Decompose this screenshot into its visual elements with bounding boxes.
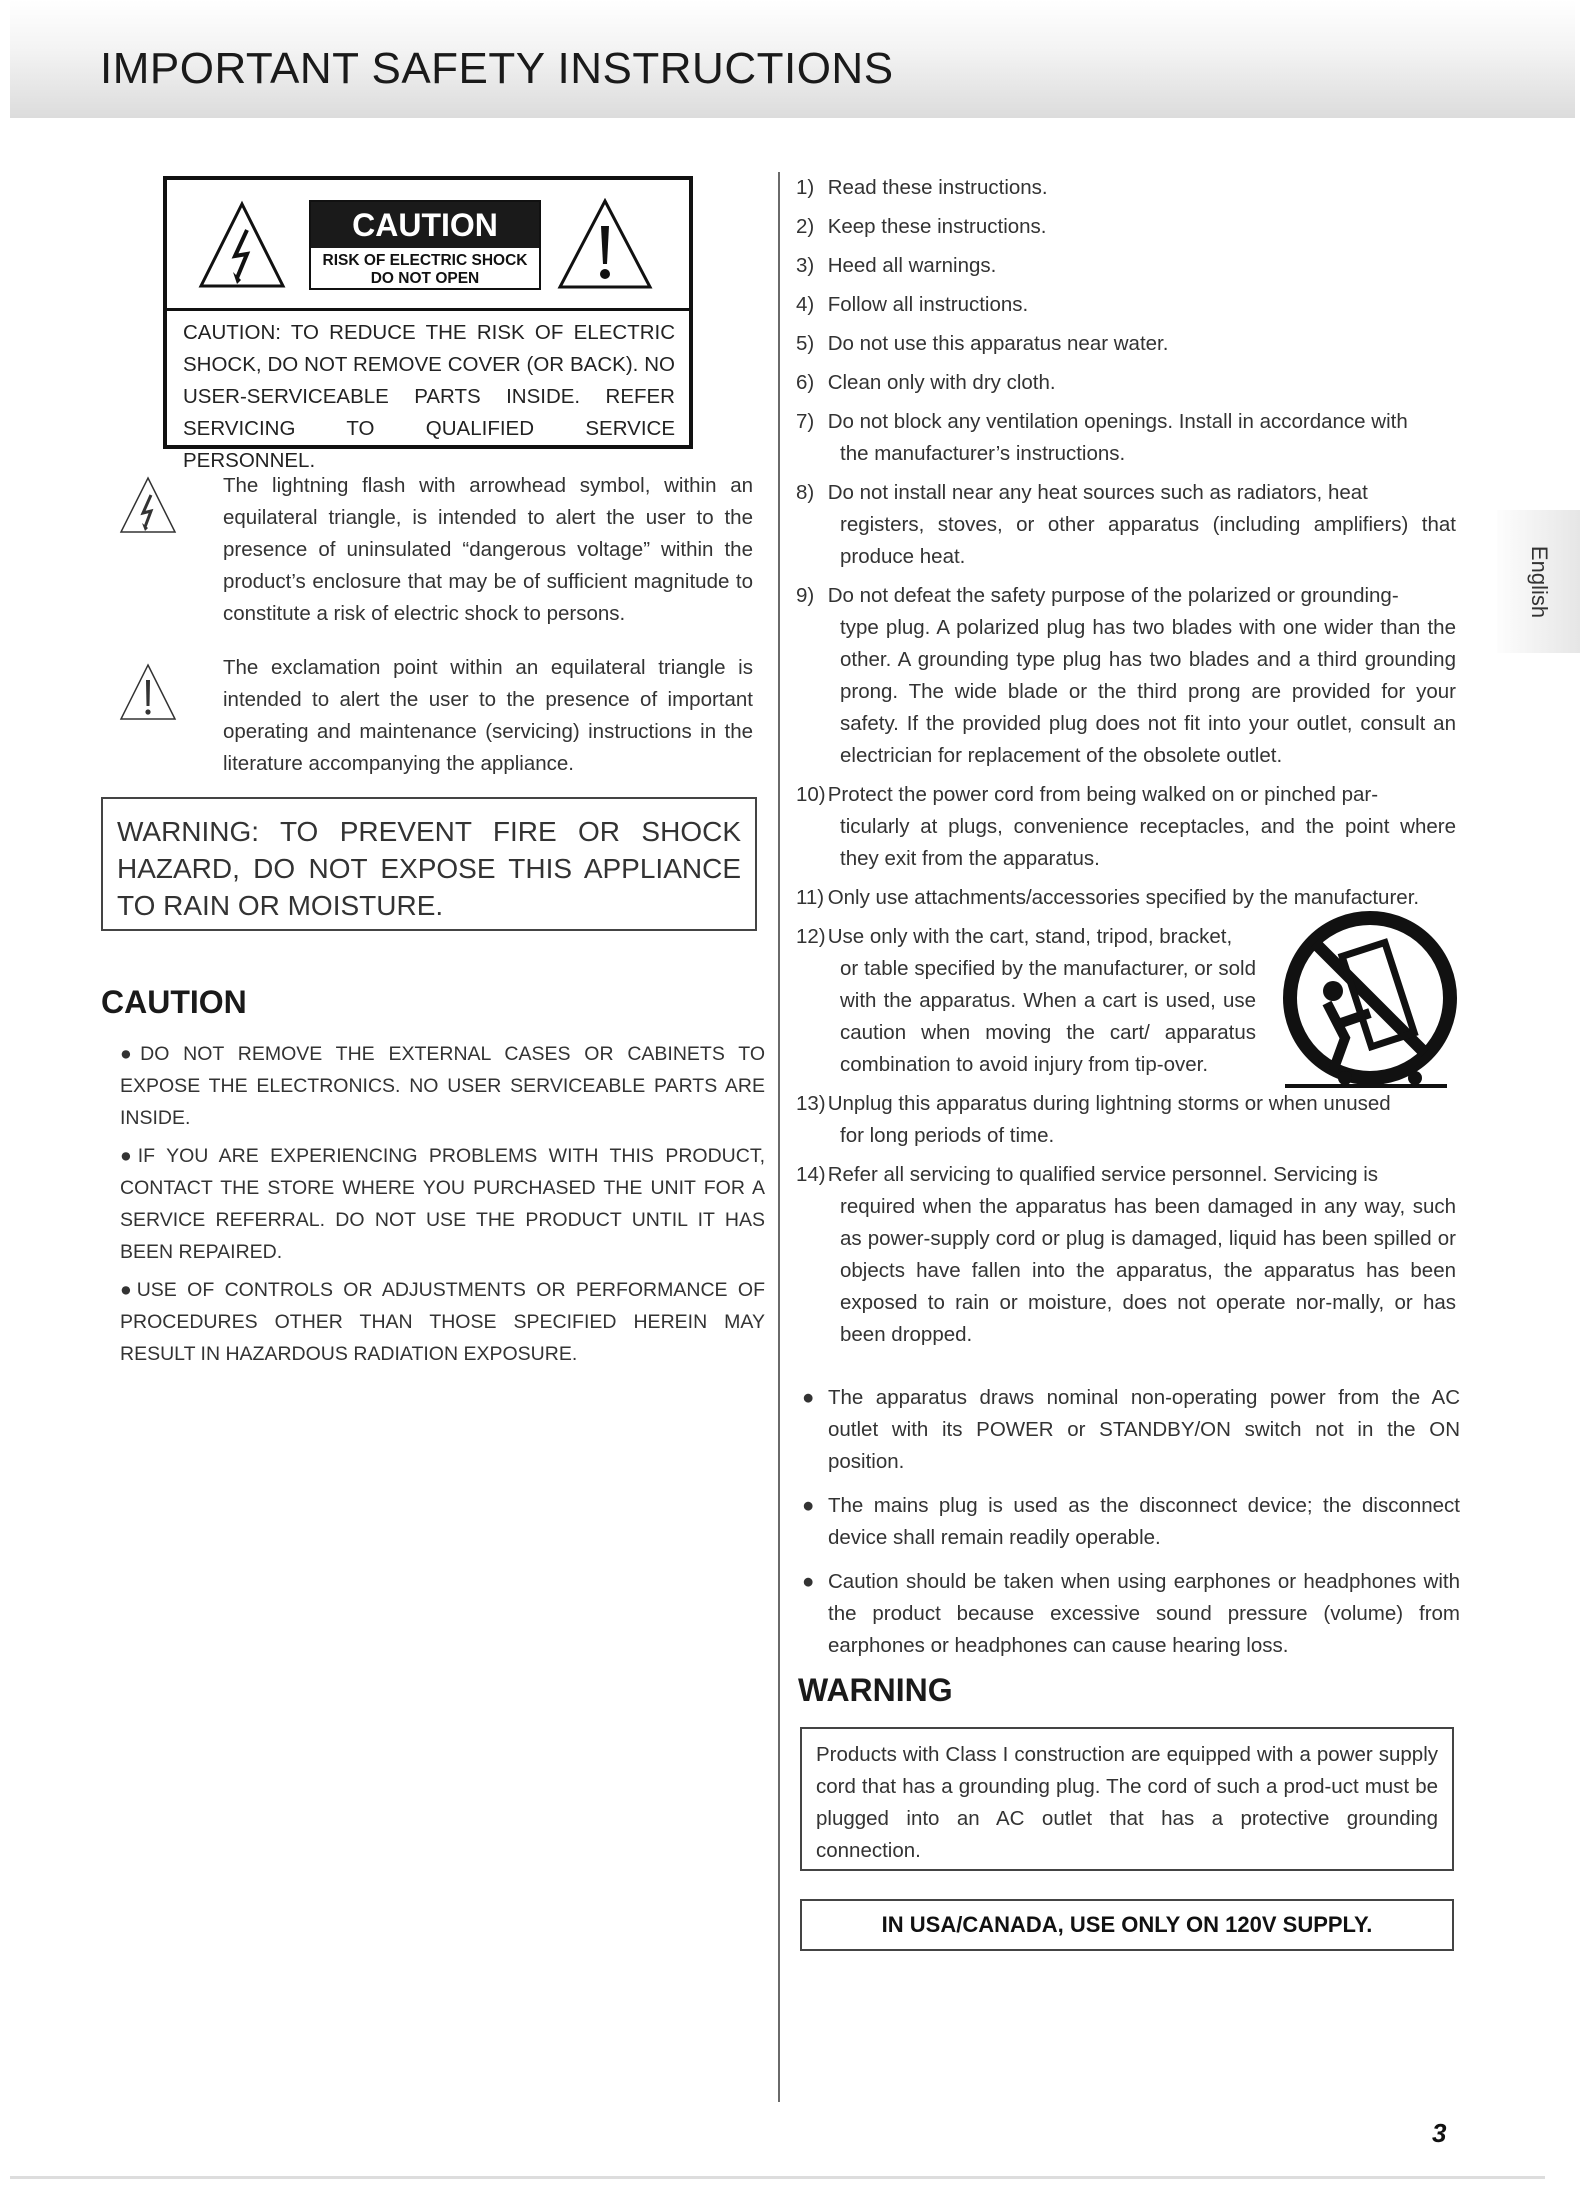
caution-item bbox=[120, 1140, 765, 1268]
instruction-item bbox=[796, 172, 1456, 204]
instruction-number: 10) bbox=[796, 783, 826, 806]
supply-notice: IN USA/CANADA, USE ONLY ON 120V SUPPLY. bbox=[800, 1899, 1454, 1951]
bullet-dot: ● bbox=[802, 1494, 815, 1517]
instruction-item bbox=[796, 477, 1456, 573]
warning-box: WARNING: TO PREVENT FIRE OR SHOCK HAZARD, DO NOT EXPOSE THIS APPLIANCE TO RAIN OR MOISTURE. bbox=[101, 797, 757, 931]
caution-label-top bbox=[167, 180, 689, 311]
instruction-item bbox=[796, 328, 1456, 360]
instruction-number: 11) bbox=[796, 886, 825, 909]
page-title: IMPORTANT SAFETY INSTRUCTIONS bbox=[100, 44, 894, 93]
instruction-text: Clean only with dry cloth. bbox=[827, 371, 1056, 394]
footer-rule bbox=[10, 2176, 1545, 2179]
instruction-text: Do not defeat the safety purpose of the polarized or grounding- bbox=[827, 584, 1399, 607]
instruction-number: 8) bbox=[796, 481, 815, 504]
language-tab-label: English bbox=[1527, 545, 1552, 619]
exclamation-symbol-text: The exclamation point within an equilateral triangle is intended to alert the user to the presence of important operating and maintenance (servicing) instructions in the literature accompanying the appliance. bbox=[223, 656, 753, 775]
instruction-continuation: the manufacturer’s instructions. bbox=[840, 442, 1126, 465]
caution-banner-title: CAUTION bbox=[311, 202, 539, 248]
instruction-item bbox=[796, 250, 1456, 282]
instruction-text: Do not install near any heat sources such as radiators, heat bbox=[827, 481, 1368, 504]
instruction-item bbox=[796, 289, 1456, 321]
instruction-number: 9) bbox=[796, 584, 815, 607]
instruction-item bbox=[796, 580, 1456, 772]
instruction-number: 14) bbox=[796, 1163, 826, 1186]
bullet-dot: ● bbox=[120, 1279, 137, 1301]
caution-banner-subtitle bbox=[311, 248, 539, 288]
instruction-item bbox=[796, 779, 1456, 875]
bullet-item bbox=[800, 1566, 1460, 1662]
lightning-symbol-text: The lightning flash with arrowhead symbol, within an equilateral triangle, is intended to alert the user to the presence of uninsulated “dangerous voltage” within the product’s enclosure that may be of sufficient magnitude to constitute a risk of electric shock to persons. bbox=[223, 474, 753, 625]
instruction-continuation: ticularly at plugs, convenience receptacles, and the point where they exit from the apparatus. bbox=[840, 815, 1456, 870]
bullet-text: The mains plug is used as the disconnect device; the disconnect device shall remain readily operable. bbox=[828, 1494, 1460, 1549]
instruction-text: Use only with the cart, stand, tripod, bracket, bbox=[827, 925, 1233, 948]
caution-list bbox=[120, 1038, 765, 1376]
instruction-item bbox=[796, 367, 1456, 399]
instruction-item bbox=[796, 406, 1456, 470]
instruction-number: 7) bbox=[796, 410, 815, 433]
caution-label-text: CAUTION: TO REDUCE THE RISK OF ELECTRIC SHOCK, DO NOT REMOVE COVER (OR BACK). NO USER-SERVICEABLE PARTS INSIDE. REFER SERVICING TO QUALIFIED SERVICE PERSONNEL. bbox=[183, 321, 675, 472]
caution-banner-sub-line1: RISK OF ELECTRIC SHOCK bbox=[322, 252, 528, 269]
instruction-number: 13) bbox=[796, 1092, 826, 1115]
bullet-dot: ● bbox=[802, 1570, 815, 1593]
instruction-text: Do not block any ventilation openings. Install in accordance with bbox=[827, 410, 1408, 433]
warning-heading: WARNING bbox=[798, 1672, 953, 1708]
instruction-number: 1) bbox=[796, 176, 815, 199]
lightning-warning-icon bbox=[197, 200, 287, 290]
instruction-number: 4) bbox=[796, 293, 815, 316]
instruction-continuation: registers, stoves, or other apparatus (including amplifiers) that produce heat. bbox=[840, 513, 1456, 568]
instruction-text: Protect the power cord from being walked on or pinched par- bbox=[827, 783, 1379, 806]
bullet-text: Caution should be taken when using earphones or headphones with the product because excessive sound pressure (volume) from earphones or headphones can cause hearing loss. bbox=[828, 1570, 1460, 1657]
exclamation-warning-icon bbox=[557, 198, 653, 290]
instruction-continuation: required when the apparatus has been damaged in any way, such as power-supply cord or plug is damaged, liquid has been spilled or objects have fallen into the apparatus, the apparatus has been exposed to rain or moisture, does not operate nor-mally, or has been dropped. bbox=[840, 1195, 1456, 1346]
instruction-text: Heed all warnings. bbox=[827, 254, 997, 277]
exclamation-symbol-block bbox=[118, 652, 758, 782]
instruction-number: 5) bbox=[796, 332, 815, 355]
instruction-text: Do not use this apparatus near water. bbox=[827, 332, 1169, 355]
language-tab bbox=[1497, 510, 1580, 653]
instruction-continuation: for long periods of time. bbox=[840, 1124, 1055, 1147]
bullet-dot: ● bbox=[120, 1145, 138, 1167]
instruction-text: Only use attachments/accessories specified by the manufacturer. bbox=[827, 886, 1420, 909]
lightning-symbol-block bbox=[118, 470, 758, 630]
caution-heading: CAUTION bbox=[101, 984, 247, 1020]
page-number: 3 bbox=[1432, 2118, 1447, 2148]
instruction-list bbox=[796, 172, 1456, 1358]
instruction-number: 12) bbox=[796, 925, 826, 948]
instruction-text: Follow all instructions. bbox=[827, 293, 1029, 316]
bullet-dot: ● bbox=[802, 1386, 815, 1409]
caution-item-text: IF YOU ARE EXPERIENCING PROBLEMS WITH THIS PRODUCT, CONTACT THE STORE WHERE YOU PURCHASED THE UNIT FOR A SERVICE REFERRAL. DO NOT USE THE PRODUCT UNTIL IT HAS BEEN REPAIRED. bbox=[120, 1145, 765, 1263]
class-one-warning-box: Products with Class I construction are equipped with a power supply cord that has a grounding plug. The cord of such a prod-uct must be plugged into an AC outlet that has a protective grounding connection. bbox=[800, 1727, 1454, 1871]
extra-bullet-list bbox=[800, 1382, 1460, 1674]
instruction-text: Keep these instructions. bbox=[827, 215, 1047, 238]
bullet-item bbox=[800, 1382, 1460, 1478]
instruction-text: Read these instructions. bbox=[827, 176, 1048, 199]
bullet-dot: ● bbox=[120, 1043, 141, 1065]
column-divider bbox=[778, 172, 780, 2102]
instruction-number: 6) bbox=[796, 371, 815, 394]
exclamation-triangle-icon bbox=[118, 662, 178, 722]
caution-banner-sub-line2: DO NOT OPEN bbox=[370, 270, 480, 287]
instruction-continuation: or table specified by the manufacturer, or sold with the apparatus. When a cart is used, use caution when moving the cart/ apparatus combination to avoid injury from tip-over. bbox=[840, 957, 1256, 1076]
caution-item bbox=[120, 1274, 765, 1370]
bullet-text: The apparatus draws nominal non-operating power from the AC outlet with its POWER or STANDBY/ON switch not in the ON position. bbox=[828, 1386, 1460, 1473]
bullet-item bbox=[800, 1490, 1460, 1554]
caution-item-text: USE OF CONTROLS OR ADJUSTMENTS OR PERFORMANCE OF PROCEDURES OTHER THAN THOSE SPECIFIED HEREIN MAY RESULT IN HAZARDOUS RADIATION EXPOSURE. bbox=[120, 1279, 765, 1365]
caution-item bbox=[120, 1038, 765, 1134]
instruction-item bbox=[796, 211, 1456, 243]
caution-label bbox=[163, 176, 693, 472]
instruction-text: Unplug this apparatus during lightning storms or when unused bbox=[827, 1092, 1391, 1115]
cart-tip-over-icon bbox=[1275, 903, 1457, 1103]
instruction-number: 2) bbox=[796, 215, 815, 238]
caution-banner bbox=[309, 200, 541, 290]
lightning-triangle-icon bbox=[118, 475, 178, 535]
instruction-item bbox=[796, 1159, 1456, 1351]
caution-item-text: DO NOT REMOVE THE EXTERNAL CASES OR CABINETS TO EXPOSE THE ELECTRONICS. NO USER SERVICEABLE PARTS ARE INSIDE. bbox=[120, 1043, 765, 1129]
instruction-continuation: type plug. A polarized plug has two blades with one wider than the other. A grounding type plug has two blades and a third grounding prong. The wide blade or the third prong are provided for your safety. If the provided plug does not fit into your outlet, consult an electrician for replacement of the obsolete outlet. bbox=[840, 616, 1456, 767]
instruction-text: Refer all servicing to qualified service personnel. Servicing is bbox=[827, 1163, 1379, 1186]
instruction-number: 3) bbox=[796, 254, 815, 277]
